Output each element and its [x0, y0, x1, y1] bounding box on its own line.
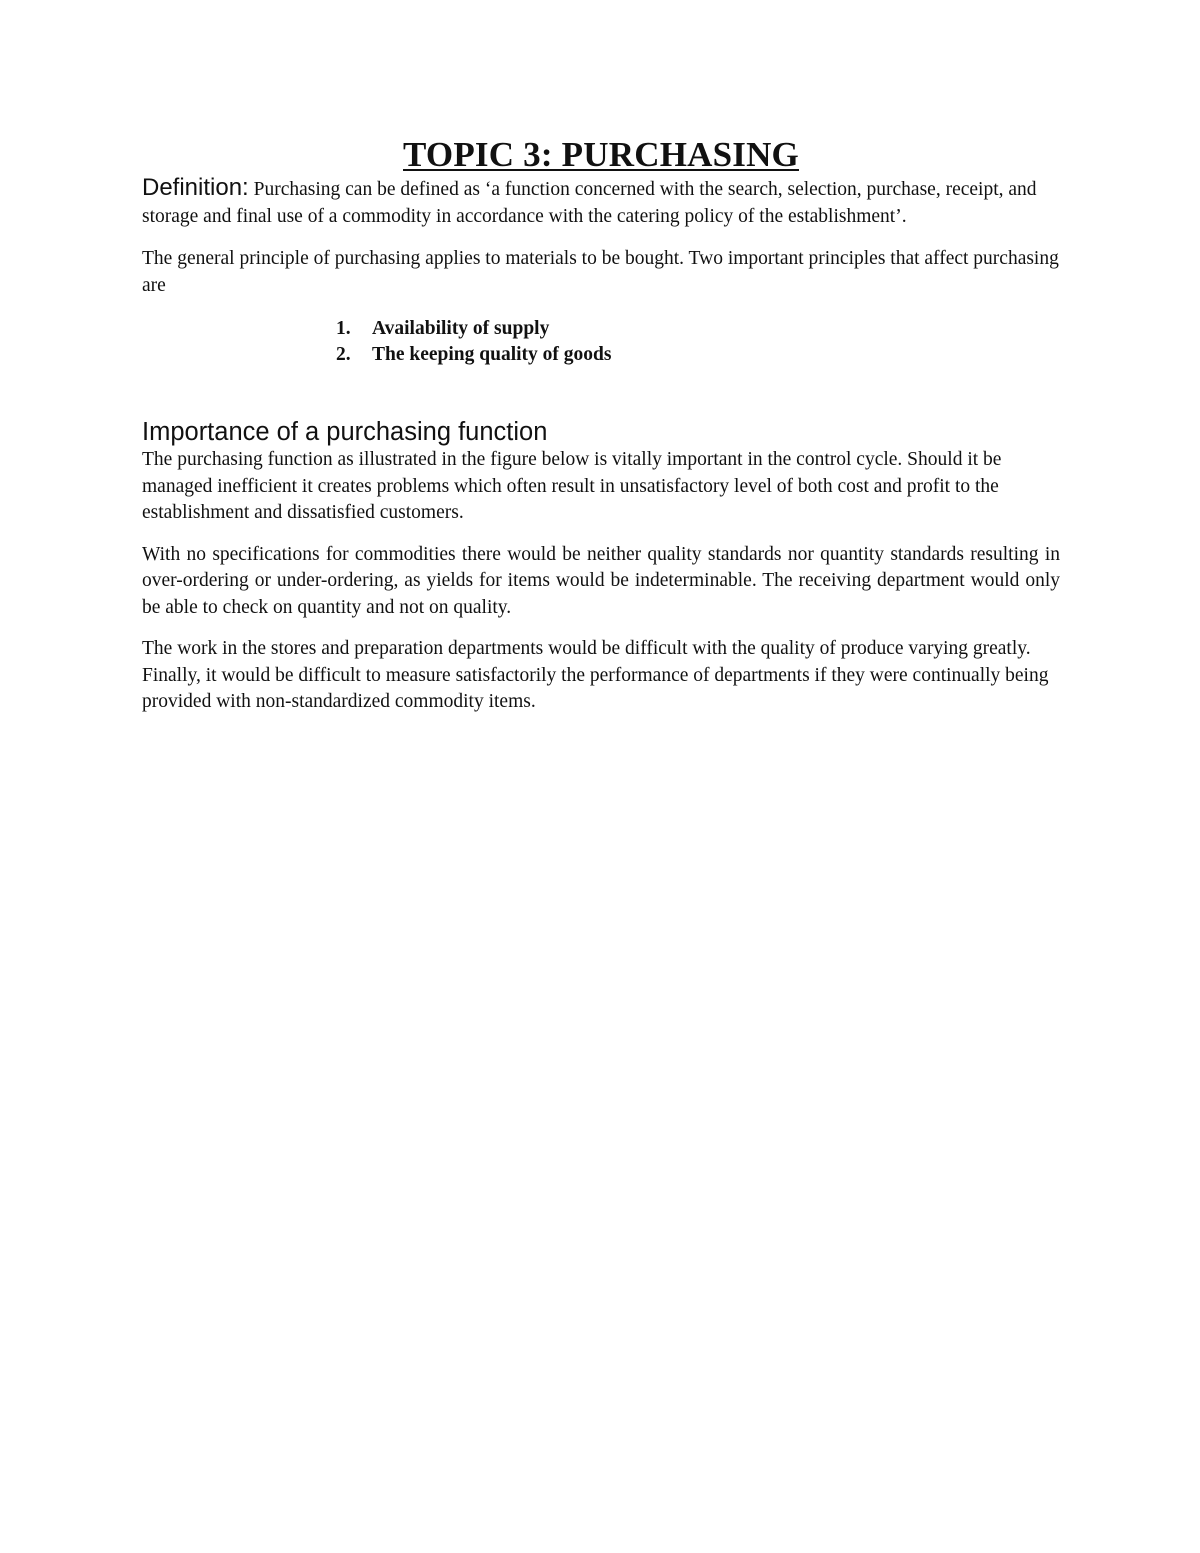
definition-paragraph [142, 175, 1060, 230]
list-item-number: 1. [336, 318, 351, 339]
list-item-text: Availability of supply [372, 318, 550, 339]
list-item [336, 342, 1060, 368]
page-title: TOPIC 3: PURCHASING [403, 135, 799, 174]
importance-paragraph-1: The purchasing function as illustrated in the figure below is vitally important in the control cycle. Should it be managed inefficient it creates problems which often result in unsatisfactory level of both cost and profit to the establishment and dissatisfied customers. [142, 449, 1002, 523]
list-item [336, 316, 1060, 342]
section-heading-importance: Importance of a purchasing function [142, 418, 548, 446]
importance-paragraph-2: With no specifications for commodities there would be neither quality standards nor quantity standards resulting in over-ordering or under-ordering, as yields for items would be indeterminable. The receiving department would only be able to check on quantity and not on quality. [142, 543, 1060, 618]
document-body [142, 133, 1060, 716]
list-item-text: The keeping quality of goods [372, 343, 612, 365]
importance-paragraph-3: The work in the stores and preparation departments would be difficult with the quality of produce varying greatly. Finally, it would be difficult to measure satisfactorily the performance of departments if they were continually being provided with non-standardized commodity items. [142, 638, 1049, 712]
principles-list [142, 316, 1060, 367]
list-item-number: 2. [336, 343, 351, 365]
definition-text: Purchasing can be defined as ‘a function concerned with the search, selection, purchase, receipt, and storage and final use of a commodity in accordance with the catering policy of the establishment’. [142, 179, 1037, 227]
principle-intro-paragraph: The general principle of purchasing applies to materials to be bought. Two important principles that affect purchasing are [142, 248, 1059, 296]
definition-label: Definition: [142, 174, 249, 201]
